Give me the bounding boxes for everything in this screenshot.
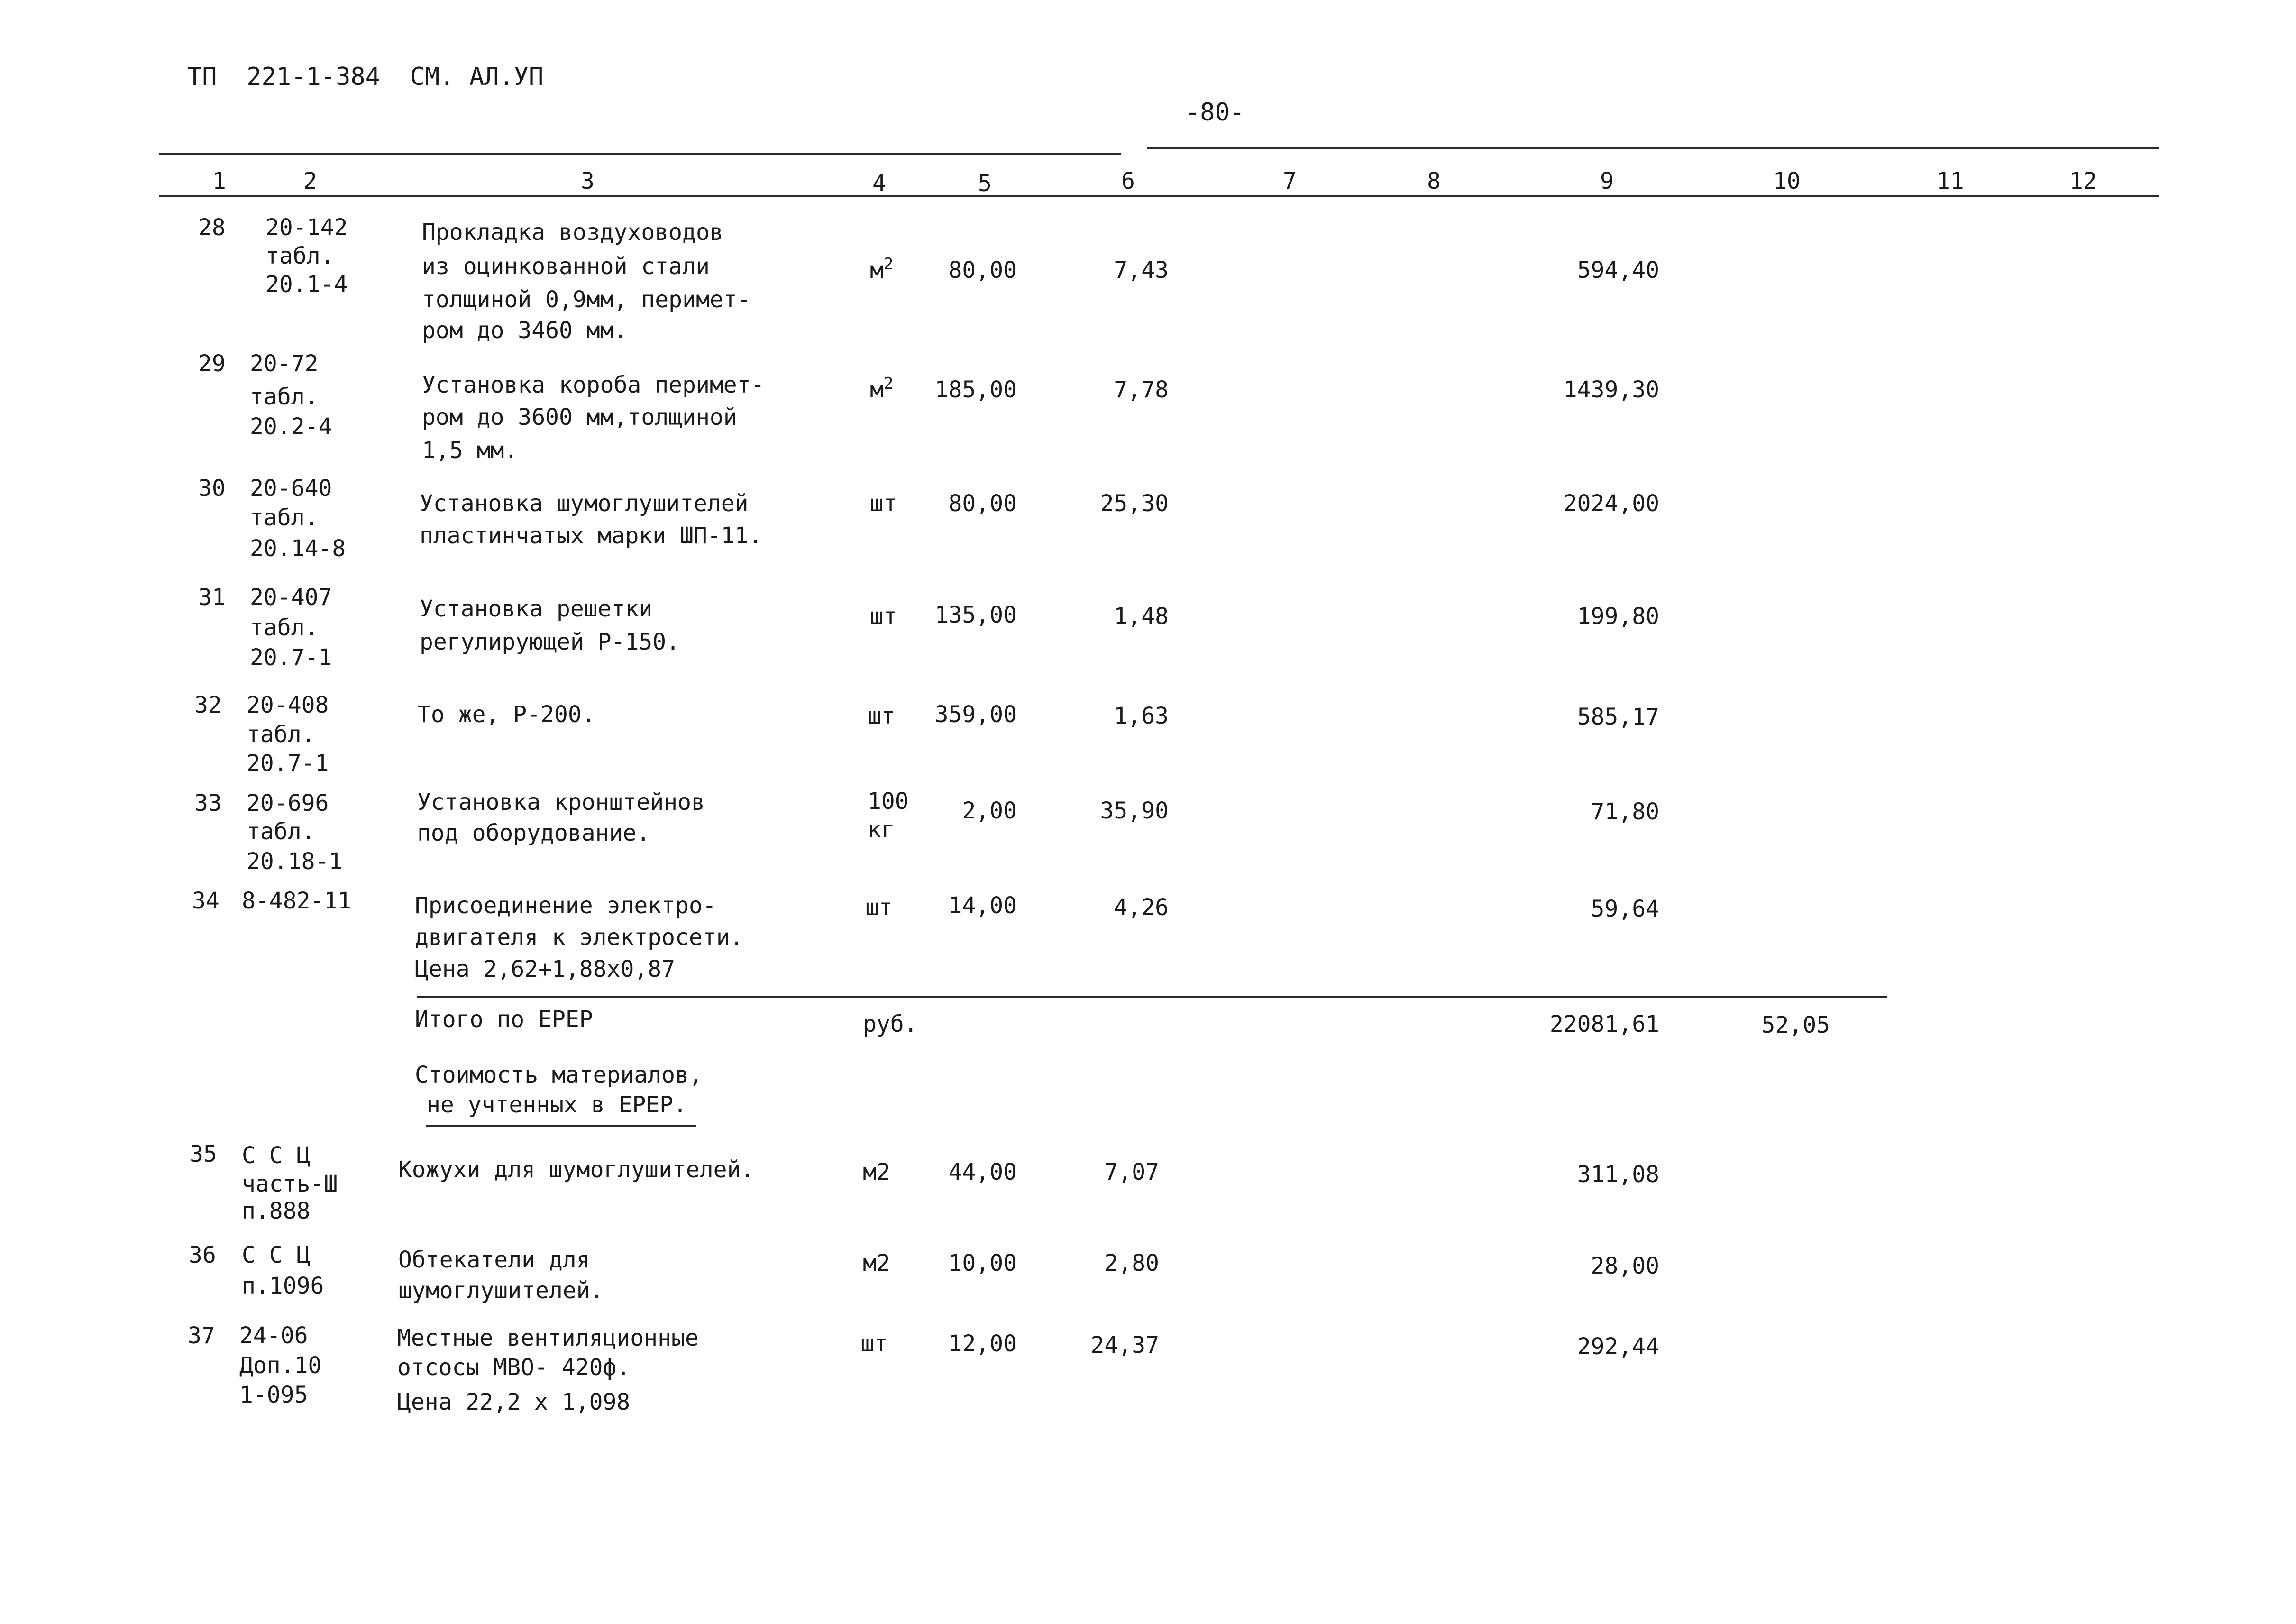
row-code: С С Ц [242,1142,311,1169]
row-total: 59,64 [1591,896,1659,922]
row-unit: кг [868,817,895,843]
row-code: 20.18-1 [247,848,343,875]
row-unit: шт [870,490,897,517]
row-code: табл. [265,243,334,269]
row-code: 20-72 [250,350,319,377]
col-header-7: 7 [1283,168,1297,194]
row-number: 30 [198,475,226,502]
row-description: шумоглушителей. [398,1277,604,1304]
row-description: Установка шумоглушителей [420,490,749,517]
row-quantity: 80,00 [948,490,1017,517]
row-unit-price: 1,63 [1114,703,1169,729]
column-header-rule [159,195,2159,197]
row-total: 585,17 [1577,704,1659,730]
row-quantity: 14,00 [948,892,1017,919]
row-unit-price: 4,26 [1114,894,1169,921]
row-description: Цена 2,62+1,88х0,87 [415,956,676,982]
row-quantity: 10,00 [948,1250,1017,1276]
row-code: табл. [247,721,315,748]
row-quantity: 2,00 [962,798,1017,824]
row-unit-price: 35,90 [1100,798,1169,824]
row-code: 20-407 [250,584,332,611]
col-header-8: 8 [1427,168,1441,194]
col-header-4: 4 [872,170,886,197]
row-description: из оцинкованной стали [422,253,710,280]
row-total: 594,40 [1577,257,1659,284]
row-description: под оборудование. [417,820,650,846]
row-number: 37 [188,1322,215,1349]
row-total: 28,00 [1591,1253,1659,1279]
row-code: 24-06 [239,1322,308,1349]
row-unit: м2 [863,1159,890,1185]
row-code: п.1096 [242,1273,324,1299]
row-number: 34 [192,888,220,914]
row-description: 1,5 мм. [422,437,518,464]
row-description: Цена 22,2 х 1,098 [397,1389,631,1415]
col-header-6: 6 [1121,168,1135,194]
row-total: 292,44 [1577,1333,1659,1360]
row-code: 20.7-1 [247,750,329,777]
row-description: Установка решетки [420,596,653,622]
row-unit-price: 2,80 [1104,1250,1159,1276]
row-quantity: 185,00 [934,376,1017,403]
subtotal-label: Итого по ЕРЕР [415,1006,593,1033]
row-unit-price: 7,43 [1114,257,1169,284]
row-description: То же, Р-200. [417,701,595,728]
row-number: 28 [198,214,226,241]
row-unit: м2 [863,1250,890,1276]
materials-heading-underline [426,1125,696,1127]
row-description: Установка короба перимет- [422,372,765,398]
row-unit [870,375,893,405]
row-number: 35 [190,1141,217,1167]
row-description: Обтекатели для [398,1247,590,1273]
row-unit: шт [870,603,897,630]
row-description: Присоединение электро- [415,892,716,919]
row-description: Кожухи для шумоглушителей. [398,1156,755,1183]
row-total: 1439,30 [1563,376,1659,403]
col-header-10: 10 [1773,168,1801,194]
row-code: 20-408 [247,692,329,718]
row-unit: шт [860,1330,888,1357]
subtotal-col10: 52,05 [1761,1012,1830,1038]
col-header-11: 11 [1937,168,1964,194]
col-header-1: 1 [212,168,226,194]
row-unit: шт [868,703,895,729]
header-rule-left [159,153,1121,155]
row-total: 71,80 [1591,798,1659,825]
row-unit: шт [865,894,893,921]
row-number: 29 [198,350,226,377]
row-code: табл. [250,384,319,410]
row-description: Местные вентиляционные [397,1325,699,1351]
row-description: ром до 3460 мм. [422,317,628,344]
row-unit-price: 1,48 [1114,603,1169,630]
header-rule-right [1147,147,2159,149]
col-header-9: 9 [1600,168,1614,194]
row-code: 8-482-11 [242,888,352,914]
document-code: ТП 221-1-384 СМ. АЛ.УП [187,63,544,91]
row-quantity: 359,00 [934,701,1017,728]
row-code: 20-640 [250,475,332,502]
row-code: 20-142 [265,214,348,241]
unit-superscript: 2 [883,255,894,274]
col-header-2: 2 [303,168,317,194]
unit-superscript: 2 [883,374,894,393]
row-unit-price: 25,30 [1100,490,1169,517]
row-code: часть-Ш [242,1171,338,1197]
row-code: табл. [250,615,319,641]
row-description: Установка кронштейнов [417,789,705,816]
row-unit: 100 [868,788,909,815]
row-number: 32 [194,692,222,718]
col-header-3: 3 [581,168,595,194]
row-number: 36 [189,1242,216,1268]
row-unit-price: 24,37 [1090,1332,1159,1358]
row-code: 20.14-8 [250,535,346,562]
row-quantity: 44,00 [948,1159,1017,1185]
row-quantity: 12,00 [948,1330,1017,1357]
row-quantity: 135,00 [934,602,1017,628]
row-total: 2024,00 [1563,490,1659,517]
subtotal-total: 22081,61 [1549,1011,1659,1037]
row-total: 311,08 [1577,1161,1659,1188]
materials-heading-line: Стоимость материалов, [415,1062,703,1088]
row-description: пластинчатых марки ШП-11. [420,523,762,549]
row-code: 20.1-4 [265,271,348,298]
row-unit-price: 7,78 [1114,376,1169,403]
row-code: Доп.10 [239,1352,322,1379]
row-description: Прокладка воздуховодов [422,219,723,246]
col-header-5: 5 [978,170,992,197]
row-unit [870,255,893,285]
page-number: -80- [1185,98,1245,127]
subtotal-rule [417,996,1887,998]
row-description: отсосы МВО- 420ф. [397,1354,631,1381]
materials-heading-line: не учтенных в ЕРЕР. [427,1092,687,1118]
row-code: 20.7-1 [250,644,332,671]
row-code: 20.2-4 [250,413,332,440]
unit-base: м [870,376,884,403]
row-unit-price: 7,07 [1104,1159,1159,1185]
row-code: табл. [250,505,319,531]
row-description: двигателя к электросети. [415,924,744,951]
row-description: регулирующей Р-150. [420,629,680,655]
row-quantity: 80,00 [948,257,1017,284]
row-description: ром до 3600 мм,толщиной [422,404,737,431]
row-code: п.888 [242,1198,311,1224]
col-header-12: 12 [2069,168,2097,194]
row-code: С С Ц [242,1242,311,1268]
row-number: 31 [198,584,226,611]
subtotal-unit: руб. [863,1011,918,1037]
row-description: толщиной 0,9мм, перимет- [422,286,751,313]
row-total: 199,80 [1577,603,1659,630]
unit-base: м [870,257,884,284]
row-number: 33 [194,790,222,817]
row-code: 20-696 [247,790,329,817]
row-code: 1-095 [239,1382,308,1408]
row-code: табл. [247,818,315,845]
